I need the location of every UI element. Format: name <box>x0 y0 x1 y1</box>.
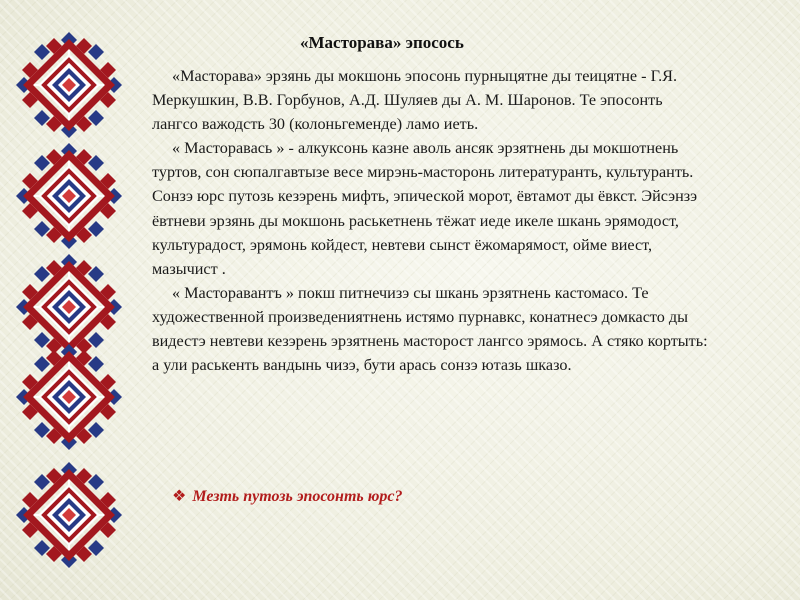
embroidery-ornament-icon <box>14 30 124 140</box>
page-title: «Масторава» эпосось <box>300 33 464 52</box>
paragraph: «Масторава» эрзянь ды мокшонь эпосонь пурныцятне ды теицятне - Г.Я. Меркушкин, В.В. Горбунов, А.Д. Шуляев ды А. М. Шаронов. Те эпосонть лангсо важодсть 30 (колоньгеменде) ламо иеть. <box>152 67 677 134</box>
paragraph: « Масторавантъ » покш питнечизэ сы шкань эрзятнень кастомасо. Те художественной произведениятнень истямо пурнавкс, конатнесэ домкасто ды видестэ невтеви кезэрень эрзятнень масторост лангсо эрямось. А стяко кортыть: а ули раськенть вандынь чизэ, бути арась сонзэ ютазь шказо. <box>152 283 708 375</box>
paragraph: « Масторавась » - алкуксонь казне аволь ансяк эрзятнень ды мокшотнень туртов, сон сюпалгавтызе весе мирэнь-масторонь литературанть, культуранть. Сонзэ юрс путозь кезэрень мифть, эпической морот, ёвтамот ды ёвкст. Эйсэнзэ ёвтневи эрзянь ды мокшонь раськетнень тёжат иеде икеле шкань эрямодост, культурадост, эрямонь койдест, невтеви сынст ёжомарямост, ойме виест, мазычист . <box>152 139 698 278</box>
question-text: Мезть путозь эпосонть юрс? <box>192 488 403 505</box>
embroidery-ornament-icon <box>14 141 124 251</box>
diamond-ornament-icon: ❖ <box>172 488 187 505</box>
body-text <box>152 64 712 377</box>
question <box>172 486 592 506</box>
embroidery-ornament-icon <box>14 342 124 452</box>
ornament-column <box>14 0 124 600</box>
embroidery-ornament-icon <box>14 460 124 570</box>
